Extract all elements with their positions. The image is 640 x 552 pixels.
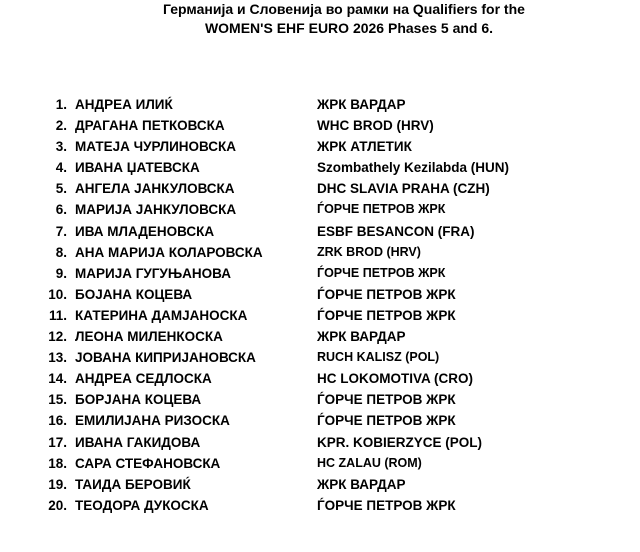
document-header bbox=[0, 0, 640, 38]
player-number: 6. bbox=[55, 202, 67, 218]
player-name: ТЕОДОРА ДУКОСКА bbox=[75, 497, 209, 513]
player-number: 9. bbox=[55, 265, 67, 281]
player-club: ЃОРЧЕ ПЕТРОВ ЖРК bbox=[317, 265, 446, 280]
header-line-2: WOMEN'S EHF EURO 2026 Phases 5 and 6. bbox=[204, 20, 494, 36]
player-number: 20. bbox=[48, 497, 67, 513]
player-club: ЃОРЧЕ ПЕТРОВ ЖРК bbox=[317, 202, 446, 217]
player-row bbox=[0, 474, 640, 495]
player-name: ДРАГАНА ПЕТКОВСКА bbox=[75, 118, 225, 134]
player-row bbox=[0, 94, 640, 115]
player-club: RUCH KALISZ (POL) bbox=[317, 350, 440, 365]
player-name: САРА СТЕФАНОВСКА bbox=[75, 455, 221, 471]
player-club: ZRK BROD (HRV) bbox=[317, 244, 421, 259]
player-club: ЃОРЧЕ ПЕТРОВ ЖРК bbox=[317, 307, 456, 323]
player-name: КАТЕРИНА ДАМЈАНОСКА bbox=[75, 307, 248, 323]
player-club: WHC BROD (HRV) bbox=[317, 118, 434, 134]
player-row bbox=[0, 347, 640, 368]
player-number: 17. bbox=[48, 434, 67, 450]
player-number: 7. bbox=[55, 223, 67, 239]
player-name: АНА МАРИЈА КОЛАРОВСКА bbox=[75, 244, 263, 260]
player-number: 14. bbox=[48, 371, 67, 387]
player-club: ЃОРЧЕ ПЕТРОВ ЖРК bbox=[317, 497, 456, 513]
player-row bbox=[0, 263, 640, 284]
player-name: АНДРЕА СЕДЛОСКА bbox=[75, 371, 212, 387]
player-row bbox=[0, 157, 640, 178]
player-number: 4. bbox=[55, 160, 67, 176]
player-name: АНГЕЛА ЈАНКУЛОВСКА bbox=[75, 181, 235, 197]
player-name: ТАИДА БЕРОВИЌ bbox=[75, 476, 191, 492]
player-row bbox=[0, 178, 640, 199]
player-number: 18. bbox=[48, 455, 67, 471]
player-name: МАРИЈА ГУГУЊАНОВА bbox=[75, 265, 231, 281]
player-name: БОРЈАНА КОЦЕВА bbox=[75, 392, 202, 408]
player-name: БОЈАНА КОЦЕВА bbox=[75, 286, 193, 302]
player-number: 16. bbox=[48, 413, 67, 429]
player-club: ЃОРЧЕ ПЕТРОВ ЖРК bbox=[317, 392, 456, 408]
player-row bbox=[0, 136, 640, 157]
player-name: ИВАНА ГАКИДОВА bbox=[75, 434, 201, 450]
player-name: МАТЕЈА ЧУРЛИНОВСКА bbox=[75, 139, 237, 155]
player-row bbox=[0, 326, 640, 347]
player-number: 10. bbox=[48, 286, 67, 302]
player-row bbox=[0, 389, 640, 410]
player-club: DHC SLAVIA PRAHA (CZH) bbox=[317, 181, 490, 197]
player-club: ЖРК ВАРДАР bbox=[317, 97, 406, 112]
player-number: 1. bbox=[55, 97, 67, 112]
player-number: 5. bbox=[55, 181, 67, 197]
player-row bbox=[0, 115, 640, 136]
player-row bbox=[0, 242, 640, 263]
player-club: ЖРК АТЛЕТИК bbox=[317, 139, 412, 155]
player-row bbox=[0, 305, 640, 326]
player-name: ИВА МЛАДЕНОВСКА bbox=[75, 223, 215, 239]
player-row bbox=[0, 284, 640, 305]
player-row bbox=[0, 199, 640, 220]
player-number: 15. bbox=[48, 392, 67, 408]
player-number: 3. bbox=[55, 139, 67, 155]
player-club: ESBF BESANCON (FRA) bbox=[317, 223, 475, 239]
player-club: HC ZALAU (ROM) bbox=[317, 455, 422, 470]
player-name: ЛЕОНА МИЛЕНКОСКА bbox=[75, 329, 223, 345]
player-club: ЃОРЧЕ ПЕТРОВ ЖРК bbox=[317, 286, 456, 302]
player-club: KPR. KOBIERZYCE (POL) bbox=[317, 434, 483, 450]
player-name: МАРИЈА ЈАНКУЛОВСКА bbox=[75, 202, 237, 218]
player-name: ЈОВАНА КИПРИЈАНОВСКА bbox=[75, 350, 256, 366]
player-row bbox=[0, 432, 640, 453]
player-row bbox=[0, 495, 640, 516]
player-club: ЖРК ВАРДАР bbox=[317, 476, 406, 492]
player-row bbox=[0, 410, 640, 431]
player-number: 12. bbox=[48, 329, 67, 345]
player-row bbox=[0, 368, 640, 389]
player-club: ЃОРЧЕ ПЕТРОВ ЖРК bbox=[317, 413, 456, 429]
player-roster-list bbox=[0, 94, 640, 516]
player-name: ИВАНА ЏАТЕВСКА bbox=[75, 160, 200, 176]
player-number: 8. bbox=[55, 244, 67, 260]
player-name: АНДРЕА ИЛИЌ bbox=[75, 97, 173, 112]
player-club: ЖРК ВАРДАР bbox=[317, 329, 406, 345]
player-number: 11. bbox=[48, 307, 67, 323]
player-number: 13. bbox=[48, 350, 67, 366]
player-name: ЕМИЛИЈАНА РИЗОСКА bbox=[75, 413, 230, 429]
header-line-1: Германија и Словенија во рамки на Qualifiers for the bbox=[163, 1, 525, 17]
player-number: 2. bbox=[55, 118, 67, 134]
player-club: Szombathely Kezilabda (HUN) bbox=[317, 160, 510, 176]
player-number: 19. bbox=[48, 476, 67, 492]
player-row bbox=[0, 453, 640, 474]
player-club: HC LOKOMOTIVA (CRO) bbox=[317, 371, 473, 387]
player-row bbox=[0, 221, 640, 242]
